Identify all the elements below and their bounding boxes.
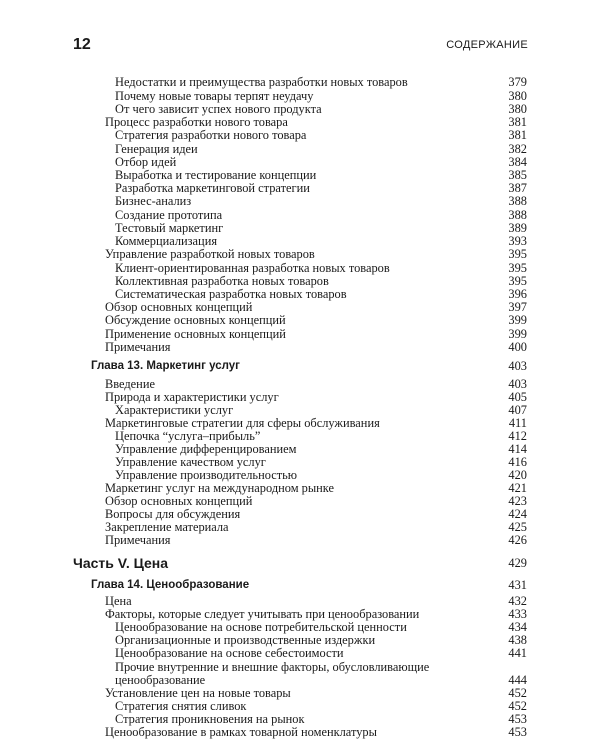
toc-entry[interactable]: ценообразование 444 — [115, 673, 527, 687]
toc-entry[interactable]: Разработка маркетинговой стратегии 387 — [115, 181, 527, 195]
toc-entry[interactable]: Стратегия разработки нового товара 381 — [115, 128, 527, 142]
toc-part-heading[interactable]: Часть V. Цена 429 — [73, 555, 527, 571]
toc-entry[interactable]: Обзор основных концепций 397 — [105, 300, 527, 314]
toc-entry[interactable]: Выработка и тестирование концепции 385 — [115, 168, 527, 182]
toc-entry[interactable]: Маркетинговые стратегии для сферы обслуживания 411 — [105, 416, 527, 430]
toc-entry[interactable]: Вопросы для обсуждения 424 — [105, 507, 527, 521]
toc-entry[interactable]: Стратегия проникновения на рынок 453 — [115, 712, 527, 726]
toc-entry[interactable]: От чего зависит успех нового продукта 380 — [115, 102, 527, 116]
toc-entry[interactable]: Природа и характеристики услуг 405 — [105, 390, 527, 404]
toc-entry[interactable]: Ценообразование в рамках товарной номенклатуры 453 — [105, 725, 527, 739]
toc-entry[interactable]: Цена 432 — [105, 594, 527, 608]
toc-entry[interactable]: Организационные и производственные издержки 438 — [115, 633, 527, 647]
toc-entry[interactable]: Цепочка “услуга–прибыль” 412 — [115, 429, 527, 443]
toc-entry[interactable]: Введение 403 — [105, 377, 527, 391]
toc-entry[interactable]: Закрепление материала 425 — [105, 520, 527, 534]
toc-entry[interactable]: Отбор идей 384 — [115, 155, 527, 169]
toc-entry[interactable]: Ценообразование на основе потребительской ценности 434 — [115, 620, 527, 634]
toc-entry[interactable]: Бизнес-анализ 388 — [115, 194, 527, 208]
toc-entry[interactable]: Ценообразование на основе себестоимости 441 — [115, 646, 527, 660]
toc-entry[interactable]: Почему новые товары терпят неудачу 380 — [115, 89, 527, 103]
toc-entry[interactable]: Примечания 400 — [105, 340, 527, 354]
toc-chapter-heading[interactable]: Глава 13. Маркетинг услуг 403 — [91, 359, 527, 373]
toc-entry[interactable]: Управление качеством услуг 416 — [115, 455, 527, 469]
toc-entry[interactable]: Обсуждение основных концепций 399 — [105, 313, 527, 327]
toc-entry[interactable]: Процесс разработки нового товара 381 — [105, 115, 527, 129]
toc-entry[interactable]: Создание прототипа 388 — [115, 208, 527, 222]
toc-entry[interactable]: Факторы, которые следует учитывать при ценообразовании 433 — [105, 607, 527, 621]
toc-entry[interactable]: Установление цен на новые товары 452 — [105, 686, 527, 700]
toc-entry[interactable]: Генерация идеи 382 — [115, 142, 527, 156]
toc-chapter-heading[interactable]: Глава 14. Ценообразование 431 — [91, 578, 527, 592]
toc-entry[interactable]: Маркетинг услуг на международном рынке 421 — [105, 481, 527, 495]
toc-entry[interactable]: Тестовый маркетинг 389 — [115, 221, 527, 235]
toc-entry[interactable]: Характеристики услуг 407 — [115, 403, 527, 417]
toc-entry[interactable]: Систематическая разработка новых товаров 396 — [115, 287, 527, 301]
toc-entry[interactable]: Недостатки и преимущества разработки новых товаров 379 — [115, 75, 527, 89]
toc-entry[interactable]: Управление дифференцированием 414 — [115, 442, 527, 456]
toc-entry[interactable]: Стратегия снятия сливок 452 — [115, 699, 527, 713]
toc-entry[interactable]: Прочие внутренние и внешние факторы, обусловливающие — [115, 660, 430, 674]
toc-entry[interactable]: Управление производительностью 420 — [115, 468, 527, 482]
toc-entry[interactable]: Управление разработкой новых товаров 395 — [105, 247, 527, 261]
running-head: СОДЕРЖАНИЕ — [446, 39, 528, 51]
page-number: 12 — [73, 36, 91, 53]
toc-entry[interactable]: Клиент-ориентированная разработка новых товаров 395 — [115, 261, 527, 275]
toc-entry[interactable]: Обзор основных концепций 423 — [105, 494, 527, 508]
toc-entry[interactable]: Коммерциализация 393 — [115, 234, 527, 248]
toc-entry[interactable]: Коллективная разработка новых товаров 395 — [115, 274, 527, 288]
toc-entry[interactable]: Примечания 426 — [105, 533, 527, 547]
toc-entry[interactable]: Применение основных концепций 399 — [105, 327, 527, 341]
